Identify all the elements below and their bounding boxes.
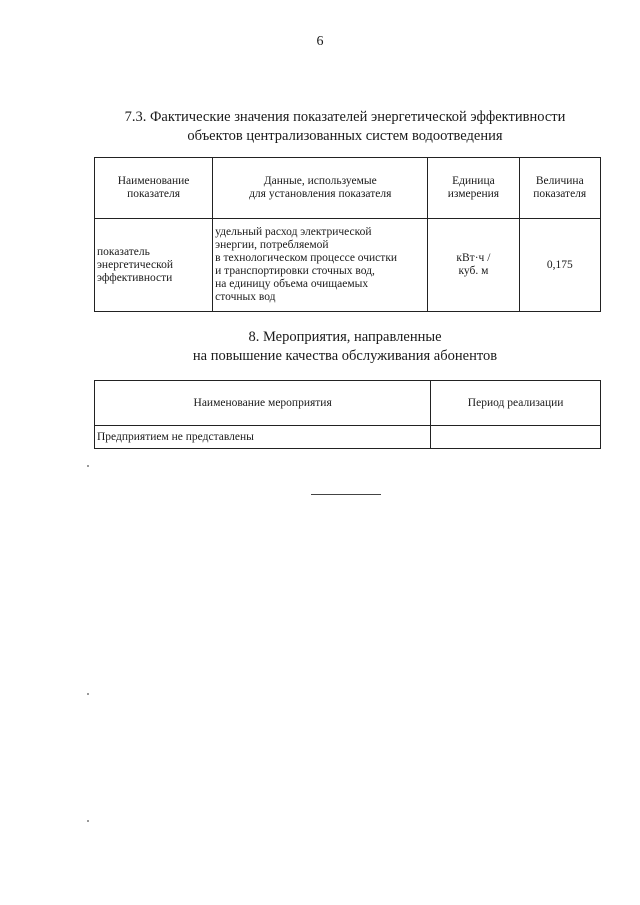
header-unit-line1: Единица	[452, 175, 495, 187]
header-indicator-name-line2: показателя	[127, 188, 181, 200]
cell-data-used	[213, 219, 428, 312]
cell-value: 0,175	[519, 219, 600, 312]
scan-dot	[87, 820, 89, 822]
header-value-line1: Величина	[535, 175, 584, 187]
section-7-3-title-line2: объектов централизованных систем водоотведения	[187, 128, 503, 144]
cell-data-used-line1: удельный расход электрической	[215, 226, 372, 238]
efficiency-table-header-row	[95, 158, 601, 219]
page-number: 6	[316, 34, 324, 49]
header-data-used-line1: Данные, используемые	[263, 175, 377, 187]
header-value	[519, 158, 600, 219]
cell-unit-line1: кВт·ч /	[456, 252, 491, 264]
header-indicator-name	[95, 158, 213, 219]
cell-indicator-name	[95, 219, 213, 312]
cell-data-used-line3: в технологическом процессе очистки	[215, 252, 398, 264]
header-unit-line2: измерения	[447, 188, 500, 200]
measures-table	[94, 380, 601, 449]
scan-dot	[87, 693, 89, 695]
end-divider	[311, 494, 381, 495]
section-8-title-line2: на повышение качества обслуживания абонентов	[192, 348, 498, 364]
cell-unit	[428, 219, 519, 312]
section-8-title	[90, 328, 600, 366]
measures-table-header-row	[95, 381, 601, 426]
scan-dot	[87, 465, 89, 467]
section-7-3-title	[90, 108, 600, 146]
cell-indicator-name-line2: энергетической	[97, 258, 173, 271]
header-data-used	[213, 158, 428, 219]
cell-indicator-name-line1: показатель	[97, 245, 150, 258]
header-indicator-name-line1: Наименование	[117, 175, 190, 187]
cell-data-used-line6: сточных вод	[215, 291, 276, 303]
efficiency-table	[94, 157, 601, 312]
cell-unit-line2: куб. м	[458, 265, 489, 277]
section-8-title-line1: 8. Мероприятия, направленные	[248, 329, 442, 345]
header-measure-name: Наименование мероприятия	[95, 381, 431, 426]
cell-measure-name: Предприятием не представлены	[95, 426, 431, 449]
header-data-used-line2: для установления показателя	[249, 188, 392, 200]
section-7-3-title-line1: 7.3. Фактические значения показателей энергетической эффективности	[124, 109, 566, 125]
header-implementation-period: Период реализации	[431, 381, 601, 426]
header-value-line2: показателя	[533, 188, 587, 200]
cell-data-used-line4: и транспортировки сточных вод,	[215, 265, 375, 277]
cell-data-used-line5: на единицу объема очищаемых	[215, 278, 369, 290]
cell-implementation-period	[431, 426, 601, 449]
cell-indicator-name-line3: эффективности	[97, 271, 173, 284]
header-unit	[428, 158, 519, 219]
cell-data-used-line2: энергии, потребляемой	[215, 239, 329, 251]
table-row	[95, 219, 601, 312]
table-row	[95, 426, 601, 449]
